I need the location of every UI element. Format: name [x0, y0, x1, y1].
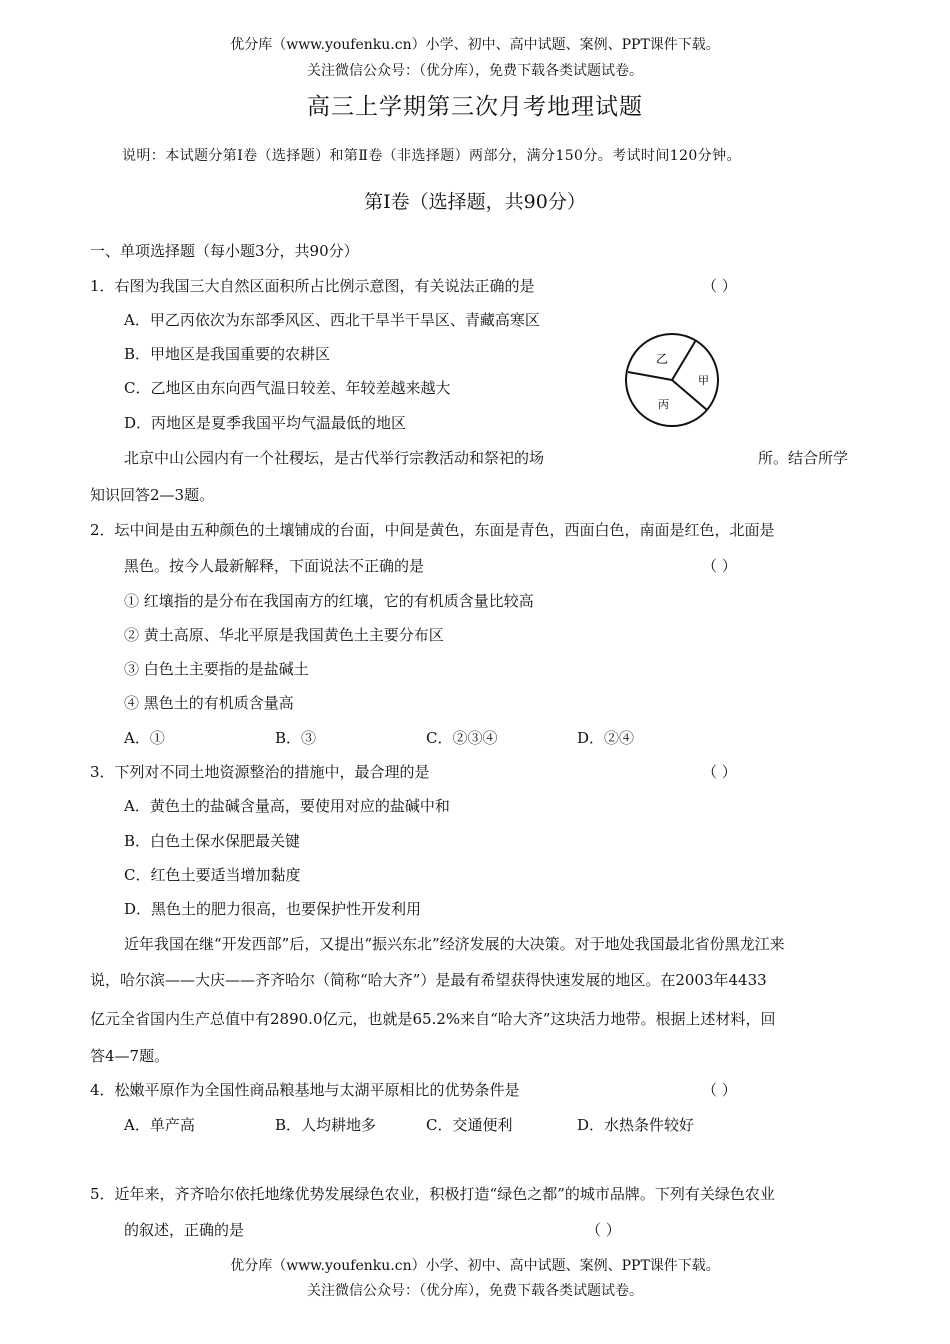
q1-answer-paren: （ ） — [702, 277, 737, 295]
q5-answer-paren: （ ） — [586, 1221, 621, 1239]
q2-stem-line1: 2．坛中间是由五种颜色的土壤铺成的台面，中间是黄色，东面是青色，西面白色，南面是红色，北面是 — [90, 521, 775, 539]
q1-option-a: A．甲乙丙依次为东部季风区、西北干旱半干旱区、青藏高寒区 — [124, 311, 540, 329]
q5-stem-line1: 5．近年来，齐齐哈尔依托地缘优势发展绿色农业，积极打造“绿色之都”的城市品牌。下列有关绿色农业 — [90, 1185, 775, 1203]
q2-answer-paren: （ ） — [702, 557, 737, 575]
exam-title: 高三上学期第三次月考地理试题 — [307, 94, 643, 120]
q3-option-c: C．红色土要适当增加黏度 — [124, 866, 301, 884]
pie-divider-1 — [672, 340, 696, 380]
q5-stem-line2: 的叙述，正确的是 — [124, 1221, 245, 1239]
q3-stem: 3．下列对不同土地资源整治的措施中，最合理的是 — [90, 763, 430, 781]
q4-option-b: B．人均耕地多 — [275, 1116, 377, 1134]
q4-answer-paren: （ ） — [702, 1081, 737, 1099]
q2-item-4: ④ 黑色土的有机质含量高 — [124, 694, 294, 712]
q3-option-a: A．黄色土的盐碱含量高，要使用对应的盐碱中和 — [124, 797, 450, 815]
passage1-right: 所。结合所学 — [758, 449, 849, 467]
q3-answer-paren: （ ） — [702, 763, 737, 781]
q2-option-b: B．③ — [275, 729, 317, 747]
q1-stem: 1．右图为我国三大自然区面积所占比例示意图，有关说法正确的是 — [90, 277, 535, 295]
pie-label-bing: 丙 — [658, 398, 669, 411]
q1-option-d: D．丙地区是夏季我国平均气温最低的地区 — [124, 414, 407, 432]
q2-stem-line2: 黑色。按今人最新解释，下面说法不正确的是 — [124, 557, 425, 575]
q4-option-d: D．水热条件较好 — [577, 1116, 695, 1134]
q3-option-b: B．白色土保水保肥最关键 — [124, 832, 301, 850]
region-pie-diagram — [622, 330, 722, 430]
q4-option-a: A．单产高 — [124, 1116, 195, 1134]
q2-item-1: ① 红壤指的是分布在我国南方的红壤，它的有机质含量比较高 — [124, 592, 534, 610]
passage2-line3: 亿元全省国内生产总值中有2890.0亿元，也就是65.2%来自“哈大齐”这块活力地带。根据上述材料，回 — [90, 1010, 776, 1028]
q1-option-b: B．甲地区是我国重要的农耕区 — [124, 345, 331, 363]
q4-option-c: C．交通便利 — [426, 1116, 513, 1134]
footer-line-2: 关注微信公众号：（优分库），免费下载各类试题试卷。 — [307, 1283, 643, 1299]
exam-note: 说明：本试题分第Ⅰ卷（选择题）和第Ⅱ卷（非选择题）两部分，满分150分。考试时间120分钟。 — [122, 148, 741, 164]
passage2-line2: 说，哈尔滨——大庆——齐齐哈尔（简称“哈大齐”）是最有希望获得快速发展的地区。在2003年4433 — [90, 971, 767, 989]
header-line-2: 关注微信公众号：（优分库），免费下载各类试题试卷。 — [307, 63, 643, 79]
part-heading: 一、单项选择题（每小题3分，共90分） — [90, 242, 359, 260]
q2-option-c: C．②③④ — [426, 729, 498, 747]
pie-label-jia: 甲 — [698, 374, 709, 387]
q4-stem: 4．松嫩平原作为全国性商品粮基地与太湖平原相比的优势条件是 — [90, 1081, 520, 1099]
footer-line-1: 优分库（www.youfenku.cn）小学、初中、高中试题、案例、PPT课件下载。 — [230, 1258, 720, 1274]
q2-item-3: ③ 白色土主要指的是盐碱土 — [124, 660, 309, 678]
header-line-1: 优分库（www.youfenku.cn）小学、初中、高中试题、案例、PPT课件下载。 — [230, 37, 720, 53]
q2-option-d: D．②④ — [577, 729, 635, 747]
q1-option-c: C．乙地区由东向西气温日较差、年较差越来越大 — [124, 379, 451, 397]
passage1-line2: 知识回答2—3题。 — [90, 486, 215, 504]
pie-label-yi: 乙 — [656, 352, 669, 366]
passage1-left: 北京中山公园内有一个社稷坛，是古代举行宗教活动和祭祀的场 — [124, 449, 545, 467]
q3-option-d: D．黑色土的肥力很高，也要保护性开发利用 — [124, 900, 422, 918]
pie-divider-3 — [628, 372, 672, 380]
q2-option-a: A．① — [124, 729, 165, 747]
passage2-line4: 答4—7题。 — [90, 1047, 170, 1065]
q2-item-2: ② 黄土高原、华北平原是我国黄色土主要分布区 — [124, 626, 444, 644]
section-heading: 第Ⅰ卷（选择题，共90分） — [364, 191, 586, 213]
passage2-line1: 近年我国在继“开发西部”后，又提出“振兴东北”经济发展的大决策。对于地处我国最北省份黑龙江来 — [124, 935, 785, 953]
